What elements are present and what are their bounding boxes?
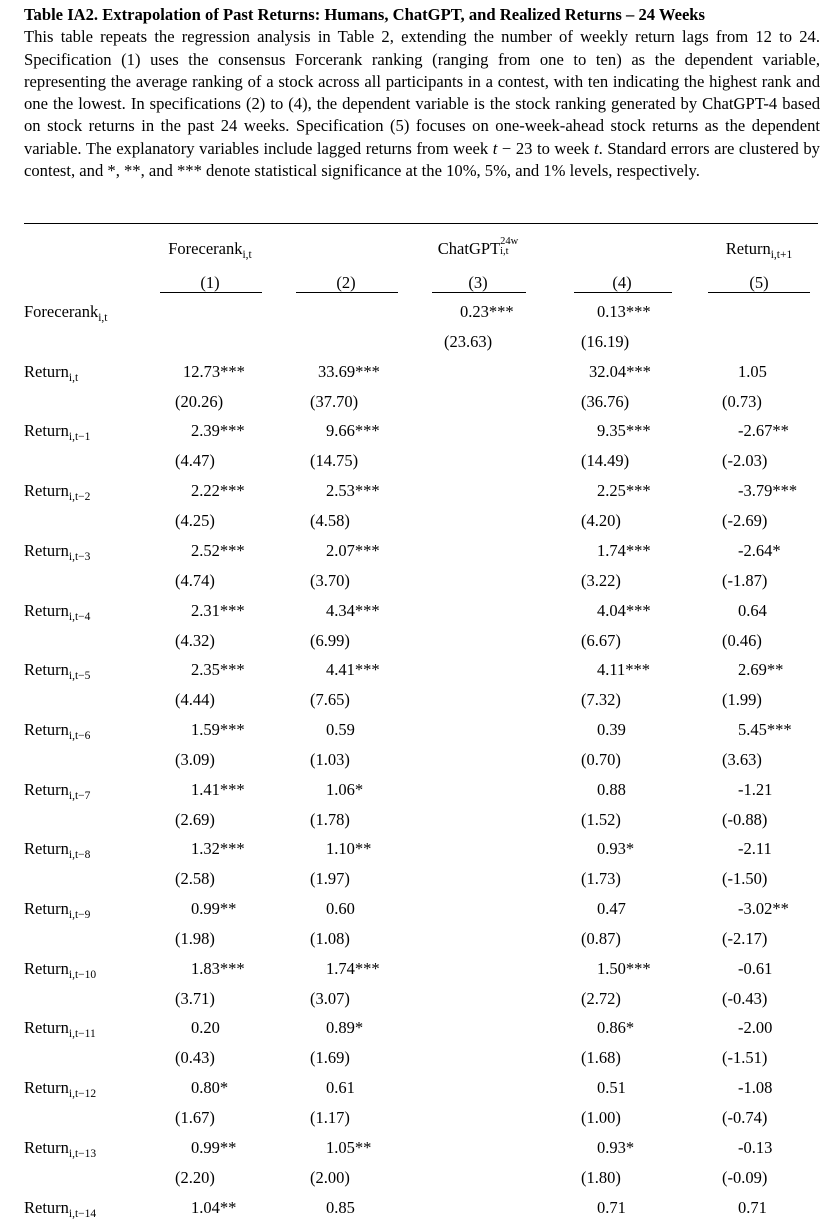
coefficient-cell: 0.23*** (460, 302, 514, 321)
coefficient-cell: 4.11*** (597, 660, 651, 679)
coefficient-cell: 2.39*** (191, 421, 245, 440)
coefficient-cell: 4.41*** (326, 660, 380, 679)
coefficient-cell: -3.02** (738, 899, 789, 918)
coefficient-cell: 2.52*** (191, 541, 245, 560)
group-header-2 (437, 236, 519, 260)
coefficient-cell: 33.69*** (318, 362, 380, 381)
t-stat-cell: (-0.74) (722, 1108, 768, 1127)
t-stat-cell: (3.07) (310, 989, 350, 1008)
coefficient-cell: 0.99** (191, 1138, 237, 1157)
group-header-3 (726, 239, 792, 261)
t-stat-cell: (7.32) (581, 690, 621, 709)
coefficient-cell: 0.64 (738, 601, 767, 620)
label-subscript: i,t (68, 372, 79, 384)
label-base: Return (24, 1018, 69, 1037)
coefficient-cell: 0.59 (326, 720, 355, 739)
coefficient-cell: 2.22*** (191, 481, 245, 500)
label-base: Return (24, 720, 69, 739)
coefficient-cell: 0.86* (597, 1018, 635, 1037)
t-stat-cell: (1.78) (310, 810, 350, 829)
label-base: Forecerank (24, 302, 99, 321)
coefficient-cell: 0.60 (326, 899, 355, 918)
column-number-5: (5) (749, 273, 769, 292)
label-base: Return (725, 239, 771, 258)
row-label (24, 421, 90, 443)
t-stat-cell: (16.19) (581, 332, 630, 351)
column-number-2: (2) (336, 273, 356, 292)
coefficient-cell: 0.39 (597, 720, 626, 739)
column-underline-2 (296, 292, 398, 293)
t-stat-cell: (6.67) (581, 631, 621, 650)
t-stat-cell: (-2.69) (722, 511, 768, 530)
t-stat-cell: (2.72) (581, 989, 621, 1008)
t-stat-cell: (-1.51) (722, 1048, 768, 1067)
column-underline-3 (432, 292, 526, 293)
coefficient-cell: -2.64* (738, 541, 781, 560)
t-stat-cell: (1.08) (310, 929, 350, 948)
label-base: Return (24, 1198, 69, 1217)
coefficient-cell: 0.51 (597, 1078, 626, 1097)
t-stat-cell: (4.74) (175, 571, 215, 590)
row-label (24, 481, 90, 503)
coefficient-cell: 1.50*** (597, 959, 651, 978)
label-superscript: 24w (500, 236, 519, 248)
t-stat-cell: (1.80) (581, 1168, 621, 1187)
coefficient-cell: -3.79*** (738, 481, 798, 500)
coefficient-cell: 1.74*** (326, 959, 380, 978)
coefficient-cell: 1.59*** (191, 720, 245, 739)
label-subscript: i,t−13 (68, 1148, 97, 1160)
label-subscript: i,t (98, 312, 108, 324)
label-supsub (500, 237, 518, 257)
label-subscript: i,t (500, 246, 509, 258)
t-stat-cell: (-2.03) (722, 451, 768, 470)
row-label (24, 780, 90, 802)
t-stat-cell: (2.00) (310, 1168, 350, 1187)
t-stat-cell: (-0.09) (722, 1168, 768, 1187)
label-subscript: i,t−14 (68, 1208, 97, 1220)
coefficient-cell: -0.13 (738, 1138, 773, 1157)
t-stat-cell: (37.70) (310, 392, 359, 411)
label-subscript: i,t−8 (68, 849, 91, 861)
coefficient-cell: 4.04*** (597, 601, 651, 620)
t-stat-cell: (2.58) (175, 869, 215, 888)
coefficient-cell: 2.31*** (191, 601, 245, 620)
label-subscript: i,t−7 (68, 790, 91, 802)
t-stat-cell: (23.63) (444, 332, 493, 351)
caption-text-1: This table repeats the regression analysis in Table 2, extending the number of weekly return lags from 12 to 24. Specification (1) uses the consensus Forcerank ranking (ranging from one to ten) as the dependent variable, representing the average ranking of a stock across all participants in a contest, with ten indicating the highest rank and one the lowest. In specifications (2) to (4), the dependent variable is the stock ranking generated by ChatGPT-4 based on stock returns in the past 24 weeks. Specification (5) focuses on one-week-ahead stock returns as the dependent variable. The explanatory variables include lagged returns from week (24, 27, 820, 158)
t-stat-cell: (1.03) (310, 750, 350, 769)
label-subscript: i,t−1 (68, 431, 91, 443)
coefficient-cell: 0.80* (191, 1078, 229, 1097)
coefficient-cell: 0.71 (738, 1198, 767, 1217)
label-base: Forecerank (168, 239, 243, 258)
column-number-1: (1) (200, 273, 220, 292)
t-stat-cell: (3.63) (722, 750, 762, 769)
t-stat-cell: (1.98) (175, 929, 215, 948)
coefficient-cell: 1.06* (326, 780, 364, 799)
t-stat-cell: (20.26) (175, 392, 224, 411)
t-stat-cell: (4.25) (175, 511, 215, 530)
coefficient-cell: -2.67** (738, 421, 789, 440)
coefficient-cell: 12.73*** (183, 362, 245, 381)
t-stat-cell: (4.44) (175, 690, 215, 709)
t-stat-cell: (4.32) (175, 631, 215, 650)
table-title: Table IA2. Extrapolation of Past Returns: Humans, ChatGPT, and Realized Returns – 24 Weeks (24, 5, 705, 24)
row-label (24, 839, 90, 861)
caption-var-t-1: t (492, 138, 498, 158)
label-subscript: i,t (242, 249, 252, 261)
coefficient-cell: 4.34*** (326, 601, 380, 620)
label-base: Return (24, 481, 69, 500)
label-subscript: i,t−9 (68, 909, 91, 921)
coefficient-cell: 2.35*** (191, 660, 245, 679)
row-label (24, 601, 90, 623)
coefficient-cell: 1.05 (738, 362, 767, 381)
coefficient-cell: -1.21 (738, 780, 773, 799)
t-stat-cell: (0.70) (581, 750, 621, 769)
t-stat-cell: (0.73) (722, 392, 762, 411)
label-subscript: i,t−4 (68, 611, 91, 623)
t-stat-cell: (4.20) (581, 511, 621, 530)
coefficient-cell: 0.71 (597, 1198, 626, 1217)
t-stat-cell: (4.58) (310, 511, 350, 530)
label-subscript: i,t−6 (68, 730, 91, 742)
label-base: Return (24, 899, 69, 918)
label-base: Return (24, 541, 69, 560)
t-stat-cell: (36.76) (581, 392, 630, 411)
coefficient-cell: 32.04*** (589, 362, 651, 381)
coefficient-cell: 5.45*** (738, 720, 792, 739)
label-base: Return (24, 362, 69, 381)
label-subscript: i,t−11 (68, 1028, 96, 1040)
table-caption (24, 4, 820, 182)
label-base: Return (24, 1138, 69, 1157)
t-stat-cell: (3.71) (175, 989, 215, 1008)
row-label (24, 899, 90, 921)
column-underline-5 (708, 292, 810, 293)
label-subscript: i,t−5 (68, 670, 91, 682)
label-subscript: i,t−2 (68, 491, 91, 503)
coefficient-cell: 1.41*** (191, 780, 245, 799)
label-subscript: i,t+1 (770, 249, 793, 261)
label-base: Return (24, 780, 69, 799)
coefficient-cell: -1.08 (738, 1078, 773, 1097)
t-stat-cell: (2.20) (175, 1168, 215, 1187)
t-stat-cell: (1.00) (581, 1108, 621, 1127)
coefficient-cell: 2.69** (738, 660, 784, 679)
t-stat-cell: (1.17) (310, 1108, 350, 1127)
t-stat-cell: (-1.87) (722, 571, 768, 590)
t-stat-cell: (7.65) (310, 690, 350, 709)
t-stat-cell: (0.87) (581, 929, 621, 948)
label-subscript: i,t−10 (68, 969, 97, 981)
coefficient-cell: 0.93* (597, 1138, 635, 1157)
coefficient-cell: 0.93* (597, 839, 635, 858)
t-stat-cell: (1.73) (581, 869, 621, 888)
t-stat-cell: (1.67) (175, 1108, 215, 1127)
row-label (24, 362, 78, 384)
row-label (24, 660, 90, 682)
caption-var-t-2: t (594, 138, 599, 158)
coefficient-cell: 1.74*** (597, 541, 651, 560)
t-stat-cell: (-0.43) (722, 989, 768, 1008)
row-label (24, 1018, 96, 1040)
column-underline-1 (160, 292, 262, 293)
coefficient-cell: 1.83*** (191, 959, 245, 978)
t-stat-cell: (1.52) (581, 810, 621, 829)
coefficient-cell: 2.07*** (326, 541, 380, 560)
label-base: Return (24, 1078, 69, 1097)
coefficient-cell: 1.32*** (191, 839, 245, 858)
label-subscript: i,t−12 (68, 1088, 97, 1100)
row-label (24, 1138, 96, 1160)
coefficient-cell: 2.53*** (326, 481, 380, 500)
column-number-3: (3) (468, 273, 488, 292)
coefficient-cell: 1.05** (326, 1138, 372, 1157)
row-label (24, 302, 107, 324)
coefficient-cell: 0.85 (326, 1198, 355, 1217)
coefficient-cell: 0.88 (597, 780, 626, 799)
coefficient-cell: 0.20 (191, 1018, 220, 1037)
caption-text-2: − 23 to week (497, 138, 594, 158)
coefficient-cell: 9.66*** (326, 421, 380, 440)
t-stat-cell: (-2.17) (722, 929, 768, 948)
coefficient-cell: -2.00 (738, 1018, 773, 1037)
t-stat-cell: (3.22) (581, 571, 621, 590)
coefficient-cell: -0.61 (738, 959, 773, 978)
row-label (24, 959, 96, 981)
t-stat-cell: (1.99) (722, 690, 762, 709)
t-stat-cell: (6.99) (310, 631, 350, 650)
row-label (24, 1198, 96, 1220)
label-base: Return (24, 959, 69, 978)
column-underline-4 (574, 292, 672, 293)
t-stat-cell: (0.46) (722, 631, 762, 650)
caption-text-3: . Standard errors are clustered by contest, and *, **, and *** denote statistical significance at the 10%, 5%, and 1% levels, respectively. (24, 138, 820, 181)
t-stat-cell: (0.43) (175, 1048, 215, 1067)
table-top-rule (24, 223, 818, 224)
label-base: Return (24, 660, 69, 679)
t-stat-cell: (14.49) (581, 451, 630, 470)
coefficient-cell: 0.99** (191, 899, 237, 918)
coefficient-cell: 0.89* (326, 1018, 364, 1037)
label-subscript: i,t−3 (68, 551, 91, 563)
coefficient-cell: 2.25*** (597, 481, 651, 500)
coefficient-cell: -2.11 (738, 839, 772, 858)
t-stat-cell: (3.09) (175, 750, 215, 769)
column-number-4: (4) (612, 273, 632, 292)
label-base: Return (24, 839, 69, 858)
t-stat-cell: (2.69) (175, 810, 215, 829)
t-stat-cell: (3.70) (310, 571, 350, 590)
coefficient-cell: 0.47 (597, 899, 626, 918)
label-base: Return (24, 601, 69, 620)
row-label (24, 541, 90, 563)
t-stat-cell: (4.47) (175, 451, 215, 470)
t-stat-cell: (1.68) (581, 1048, 621, 1067)
row-label (24, 720, 90, 742)
coefficient-cell: 1.10** (326, 839, 372, 858)
coefficient-cell: 0.61 (326, 1078, 355, 1097)
t-stat-cell: (-1.50) (722, 869, 768, 888)
coefficient-cell: 9.35*** (597, 421, 651, 440)
t-stat-cell: (14.75) (310, 451, 359, 470)
group-header-1 (168, 239, 251, 261)
label-base: Return (24, 421, 69, 440)
coefficient-cell: 1.04** (191, 1198, 237, 1217)
t-stat-cell: (1.69) (310, 1048, 350, 1067)
row-label (24, 1078, 96, 1100)
t-stat-cell: (1.97) (310, 869, 350, 888)
t-stat-cell: (-0.88) (722, 810, 768, 829)
coefficient-cell: 0.13*** (597, 302, 651, 321)
label-base: ChatGPT (437, 239, 501, 258)
